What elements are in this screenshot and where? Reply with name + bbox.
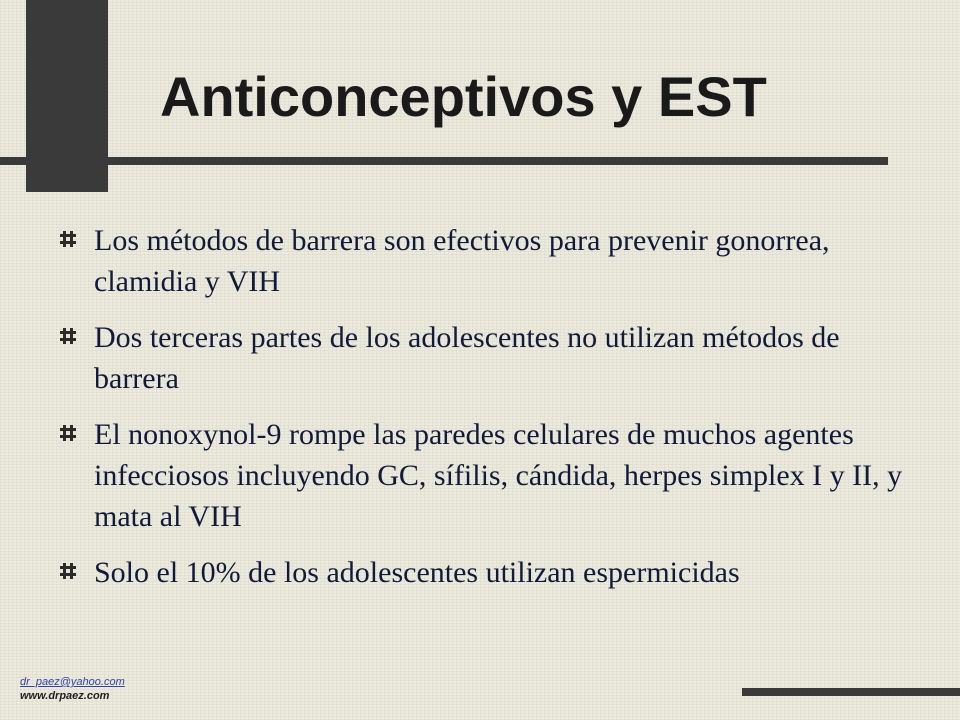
bullet-item	[60, 552, 910, 593]
bullet-item	[60, 414, 910, 537]
bullet-text: Dos terceras partes de los adolescentes no utilizan métodos de barrera	[94, 321, 840, 395]
hash-bullet-icon	[60, 563, 76, 579]
title-divider	[0, 157, 888, 165]
bullet-text: El nonoxynol-9 rompe las paredes celulares de muchos agentes infecciosos incluyendo GC, sífilis, cándida, herpes simplex I y II, y mata al VIH	[94, 418, 903, 533]
footer-divider	[742, 688, 960, 696]
bullet-list	[60, 220, 910, 608]
footer-website: www.drpaez.com	[20, 690, 110, 702]
bullet-text: Los métodos de barrera son efectivos para prevenir gonorrea, clamidia y VIH	[94, 224, 830, 298]
bullet-item	[60, 220, 910, 302]
bullet-item	[60, 317, 910, 399]
footer	[20, 675, 125, 703]
hash-bullet-icon	[60, 231, 76, 247]
footer-email-link[interactable]: dr_paez@yahoo.com	[20, 676, 125, 688]
hash-bullet-icon	[60, 425, 76, 441]
hash-bullet-icon	[60, 328, 76, 344]
slide-title: Anticonceptivos y EST	[160, 65, 767, 128]
bullet-text: Solo el 10% de los adolescentes utilizan espermicidas	[94, 556, 740, 589]
